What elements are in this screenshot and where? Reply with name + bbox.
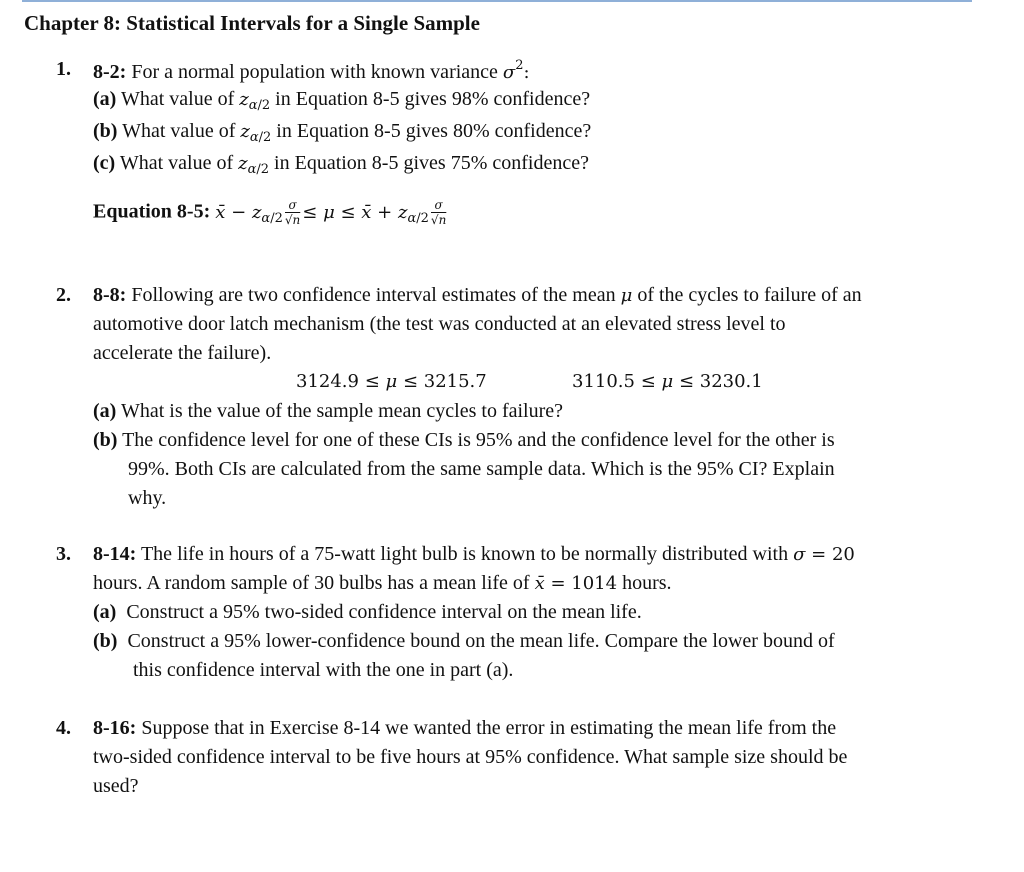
equation-8-5: Equation 8-5: x̄ − $z_{\alpha/2}$ $\frac{\sigma}{√n}$ ≤ μ ≤ x̄ + $z_{\alpha/2}$ $\frac{\sigma}{√n}$ xyxy=(93,198,447,227)
stem-text: For a normal population with known variance xyxy=(131,61,498,83)
problem-id: 8-2: xyxy=(93,61,127,83)
problem-id: 8-14: xyxy=(93,543,137,565)
variance-symbol: $\sigma^2$: xyxy=(502,58,530,83)
problem-number: 3. xyxy=(56,543,71,565)
mu-symbol: μ xyxy=(620,285,633,306)
equation-formula: x̄ − $z_{\alpha/2}$ $\frac{\sigma}{√n}$ ≤ μ ≤ x̄ + $z_{\alpha/2}$ $\frac{\sigma}{√n}$ xyxy=(215,198,447,227)
confidence-interval-1: 3124.9 ≤ μ ≤ 3215.7 xyxy=(296,371,487,392)
z-alpha-half: $z_{\alpha/2}$ xyxy=(239,89,271,113)
problem-id: 8-16: xyxy=(93,717,137,739)
stem-line: automotive door latch mechanism (the test was conducted at an elevated stress level to xyxy=(93,313,786,335)
part-b-continued: this confidence interval with the one in part (a). xyxy=(133,659,514,681)
part-a: (a) What value of $z_{\alpha/2}$ in Equation 8-5 gives 98% confidence? xyxy=(93,88,591,113)
xbar-equation: x̄ = 1014 xyxy=(534,573,618,594)
chapter-title: Chapter 8: Statistical Intervals for a Single Sample xyxy=(24,11,480,35)
part-b: (b) The confidence level for one of these CIs is 95% and the confidence level for the other is xyxy=(93,429,835,451)
stem-line: used? xyxy=(93,775,139,797)
part-b-continued: why. xyxy=(128,487,167,509)
part-a: (a) What is the value of the sample mean cycles to failure? xyxy=(93,400,564,422)
sigma-equation: σ = 20 xyxy=(793,544,855,565)
part-a: (a) Construct a 95% two-sided confidence interval on the mean life. xyxy=(93,601,642,623)
problem-id: 8-8: xyxy=(93,284,127,306)
stem-line: 8-8: Following are two confidence interval estimates of the mean μ of the cycles to failure of an xyxy=(93,284,862,306)
stem-line: accelerate the failure). xyxy=(93,342,272,364)
problem-stem xyxy=(93,58,530,84)
part-b-continued: 99%. Both CIs are calculated from the same sample data. Which is the 95% CI? Explain xyxy=(128,458,835,480)
part-b: (b) Construct a 95% lower-confidence bound on the mean life. Compare the lower bound of xyxy=(93,630,835,652)
problem-number: 1. xyxy=(56,58,71,80)
z-alpha-half: $z_{\alpha/2}$ xyxy=(240,121,272,145)
part-b: (b) What value of $z_{\alpha/2}$ in Equation 8-5 gives 80% confidence? xyxy=(93,120,592,145)
stem-line: 8-14: The life in hours of a 75-watt light bulb is known to be normally distributed with σ = 20 xyxy=(93,543,855,565)
stem-line: two-sided confidence interval to be five hours at 95% confidence. What sample size should be xyxy=(93,746,848,768)
confidence-interval-2: 3110.5 ≤ μ ≤ 3230.1 xyxy=(572,371,763,392)
part-c: (c) What value of $z_{\alpha/2}$ in Equation 8-5 gives 75% confidence? xyxy=(93,152,589,177)
stem-line: hours. A random sample of 30 bulbs has a mean life of x̄ = 1014 hours. xyxy=(93,572,672,594)
top-rule xyxy=(22,0,972,2)
problem-number: 4. xyxy=(56,717,71,739)
problem-number: 2. xyxy=(56,284,71,306)
stem-line: 8-16: Suppose that in Exercise 8-14 we wanted the error in estimating the mean life from the xyxy=(93,717,837,739)
z-alpha-half: $z_{\alpha/2}$ xyxy=(238,153,270,177)
